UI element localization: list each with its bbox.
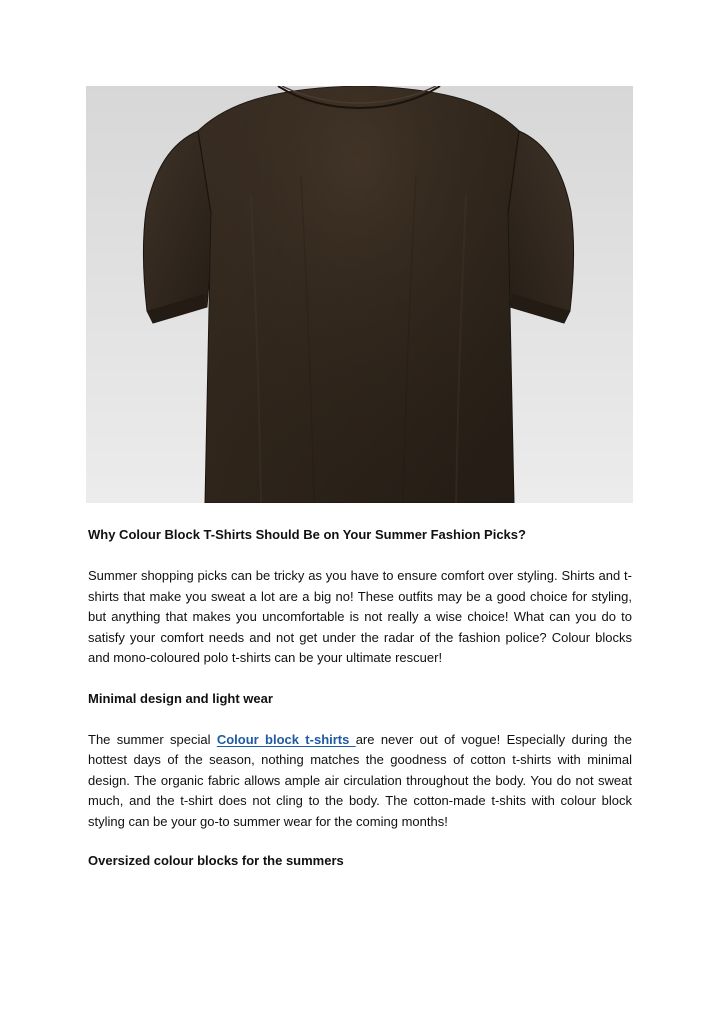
article-heading-1: Why Colour Block T-Shirts Should Be on Your Summer Fashion Picks?: [88, 527, 526, 542]
colour-block-tshirts-link[interactable]: Colour block t-shirts: [216, 731, 356, 747]
t-shirt-illustration: [86, 86, 633, 503]
paragraph-2-rest: are never out of vogue! Especially during the hottest days of the season, nothing matches the goodness of cotton t-shirts with minimal design. The organic fabric allows ample air circulation throughout the body. You do not sweat much, and the t-shirt does not cling to the body. The cotton-made t-shits with colour block styling can be your go-to summer wear for the coming months!: [88, 731, 632, 829]
paragraph-2-intro: The summer special: [88, 731, 217, 747]
article-paragraph-2: [88, 730, 632, 833]
product-image: [86, 86, 633, 503]
article-heading-3: Oversized colour blocks for the summers: [88, 853, 344, 868]
article-heading-2: Minimal design and light wear: [88, 690, 273, 706]
article-paragraph-1: Summer shopping picks can be tricky as you have to ensure comfort over styling. Shirts and t-shirts that make you sweat a lot are a big no! These outfits may be a good choice for styling, but anything that makes you uncomfortable is not really a wise choice! What can you do to satisfy your comfort needs and not get under the radar of the fashion police? Colour blocks and mono-coloured polo t-shirts can be your ultimate rescuer!: [88, 568, 632, 665]
article-content: [88, 525, 632, 871]
